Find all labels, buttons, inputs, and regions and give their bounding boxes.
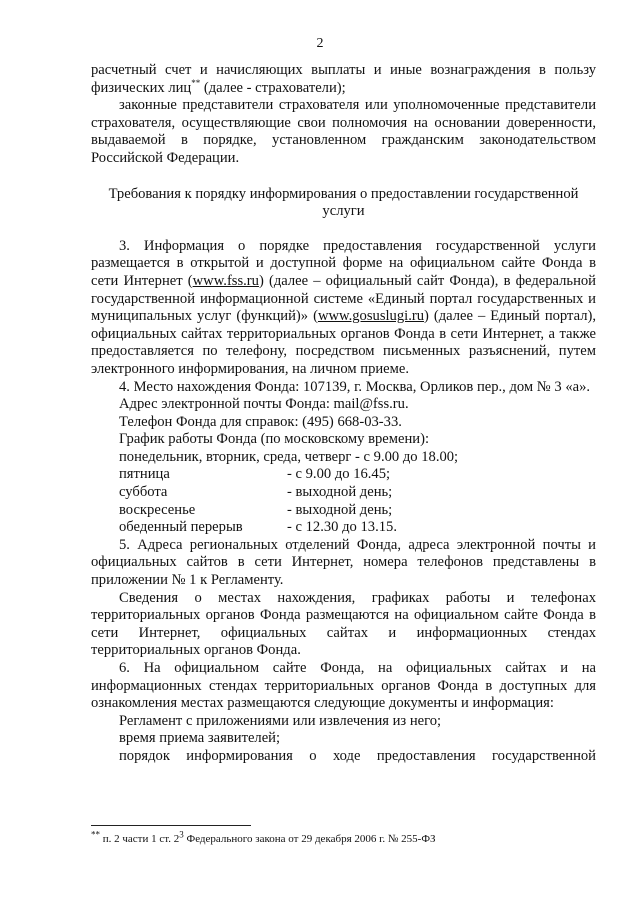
schedule-table: [91, 466, 596, 536]
paragraph-5-details: Сведения о местах нахождения, графиках работы и телефонах территориальных органов Фонда размещаются на официальном сайте Фонда в сети Интернет, официальных сайтах и информационных стендах территориальных органов Фонда.: [91, 589, 596, 659]
paragraph-4-phone: Телефон Фонда для справок: (495) 668-03-33.: [119, 413, 402, 430]
representatives-paragraph: законные представители страхователя или уполномоченные представители страхователя, осуществляющие свои полномочия на основании доверенности, выдаваемой в порядке, установленном гражданским законодательством Российской Федерации.: [91, 97, 596, 166]
schedule-day: воскресенье: [119, 501, 196, 518]
paragraph-3-text-c: ) (далее – Единый портал), официальных сайтах территориальных органов Фонда в сети Интернет, а также предоставляется по телефону, посредством письменных разъяснений, путем электронного информирования, на личном приеме.: [91, 308, 596, 377]
footnote-text-b: Федерального закона от 29 декабря 2006 г. № 255-ФЗ: [183, 833, 436, 845]
footnote-text-a: п. 2 части 1 ст. 2: [100, 833, 180, 845]
schedule-value: - выходной день;: [287, 501, 393, 518]
schedule-weekdays: понедельник, вторник, среда, четверг - с 9.00 до 18.00;: [119, 448, 459, 465]
paragraph-5: 5. Адреса региональных отделений Фонда, адреса электронной почты и официальных сайтов в сети Интернет, номера телефонов представлены в приложении № 1 к Регламенту.: [91, 536, 596, 589]
schedule-day: суббота: [119, 484, 168, 501]
list-item: время приема заявителей;: [119, 730, 281, 747]
paragraph-4-location: 4. Место нахождения Фонда: 107139, г. Москва, Орликов пер., дом № 3 «а».: [119, 378, 591, 395]
schedule-title: График работы Фонда (по московскому времени):: [119, 431, 429, 448]
footnote-sup: 3: [179, 829, 184, 840]
list-item: Регламент с приложениями или извлечения из него;: [119, 712, 442, 729]
schedule-row: [91, 519, 596, 537]
intro-text-end: (далее - страхователи);: [200, 79, 346, 96]
footnote-divider: [91, 825, 251, 826]
schedule-row: [91, 484, 596, 502]
paragraph-4-email: Адрес электронной почты Фонда: mail@fss.ru.: [119, 396, 409, 413]
footnote: [91, 829, 596, 846]
intro-text: расчетный счет и начисляющих выплаты и иные вознаграждения в пользу физических лиц: [91, 62, 596, 96]
schedule-row: [91, 466, 596, 484]
fss-link[interactable]: www.fss.ru: [192, 272, 259, 289]
paragraph-3: [91, 238, 596, 379]
schedule-day: обеденный перерыв: [119, 519, 243, 536]
footnote-mark: **: [91, 829, 100, 840]
document-body: [91, 62, 596, 766]
section-heading: Требования к порядку информирования о предоставлении государственной услуги: [108, 185, 579, 220]
last-line: порядок информирования о ходе предоставления государственной: [119, 747, 596, 764]
intro-paragraph: [91, 62, 596, 97]
footnote-reference[interactable]: **: [191, 77, 201, 88]
paragraph-3-text-b: ) (далее – официальный сайт Фонда), в федеральной государственной информационной системе «Единый портал государственных и муниципальных услуг (функций)» (: [91, 272, 596, 325]
schedule-day: пятница: [119, 466, 170, 483]
gosuslugi-link[interactable]: www.gosuslugi.ru: [317, 308, 425, 325]
schedule-value: - с 12.30 до 13.15.: [287, 519, 397, 536]
schedule-value: - выходной день;: [287, 484, 393, 501]
schedule-row: [91, 502, 596, 520]
schedule-value: - с 9.00 до 16.45;: [287, 466, 391, 483]
paragraph-3-text-a: 3. Информация о порядке предоставления государственной услуги размещается в открытой и доступной форме на официальном сайте Фонда в сети Интернет (: [91, 237, 596, 289]
page-number: 2: [316, 36, 324, 51]
paragraph-6: 6. На официальном сайте Фонда, на официальных сайтах и на информационных стендах территориальных органов Фонда в доступных для ознакомления местах размещаются следующие документы и информация:: [91, 660, 596, 712]
